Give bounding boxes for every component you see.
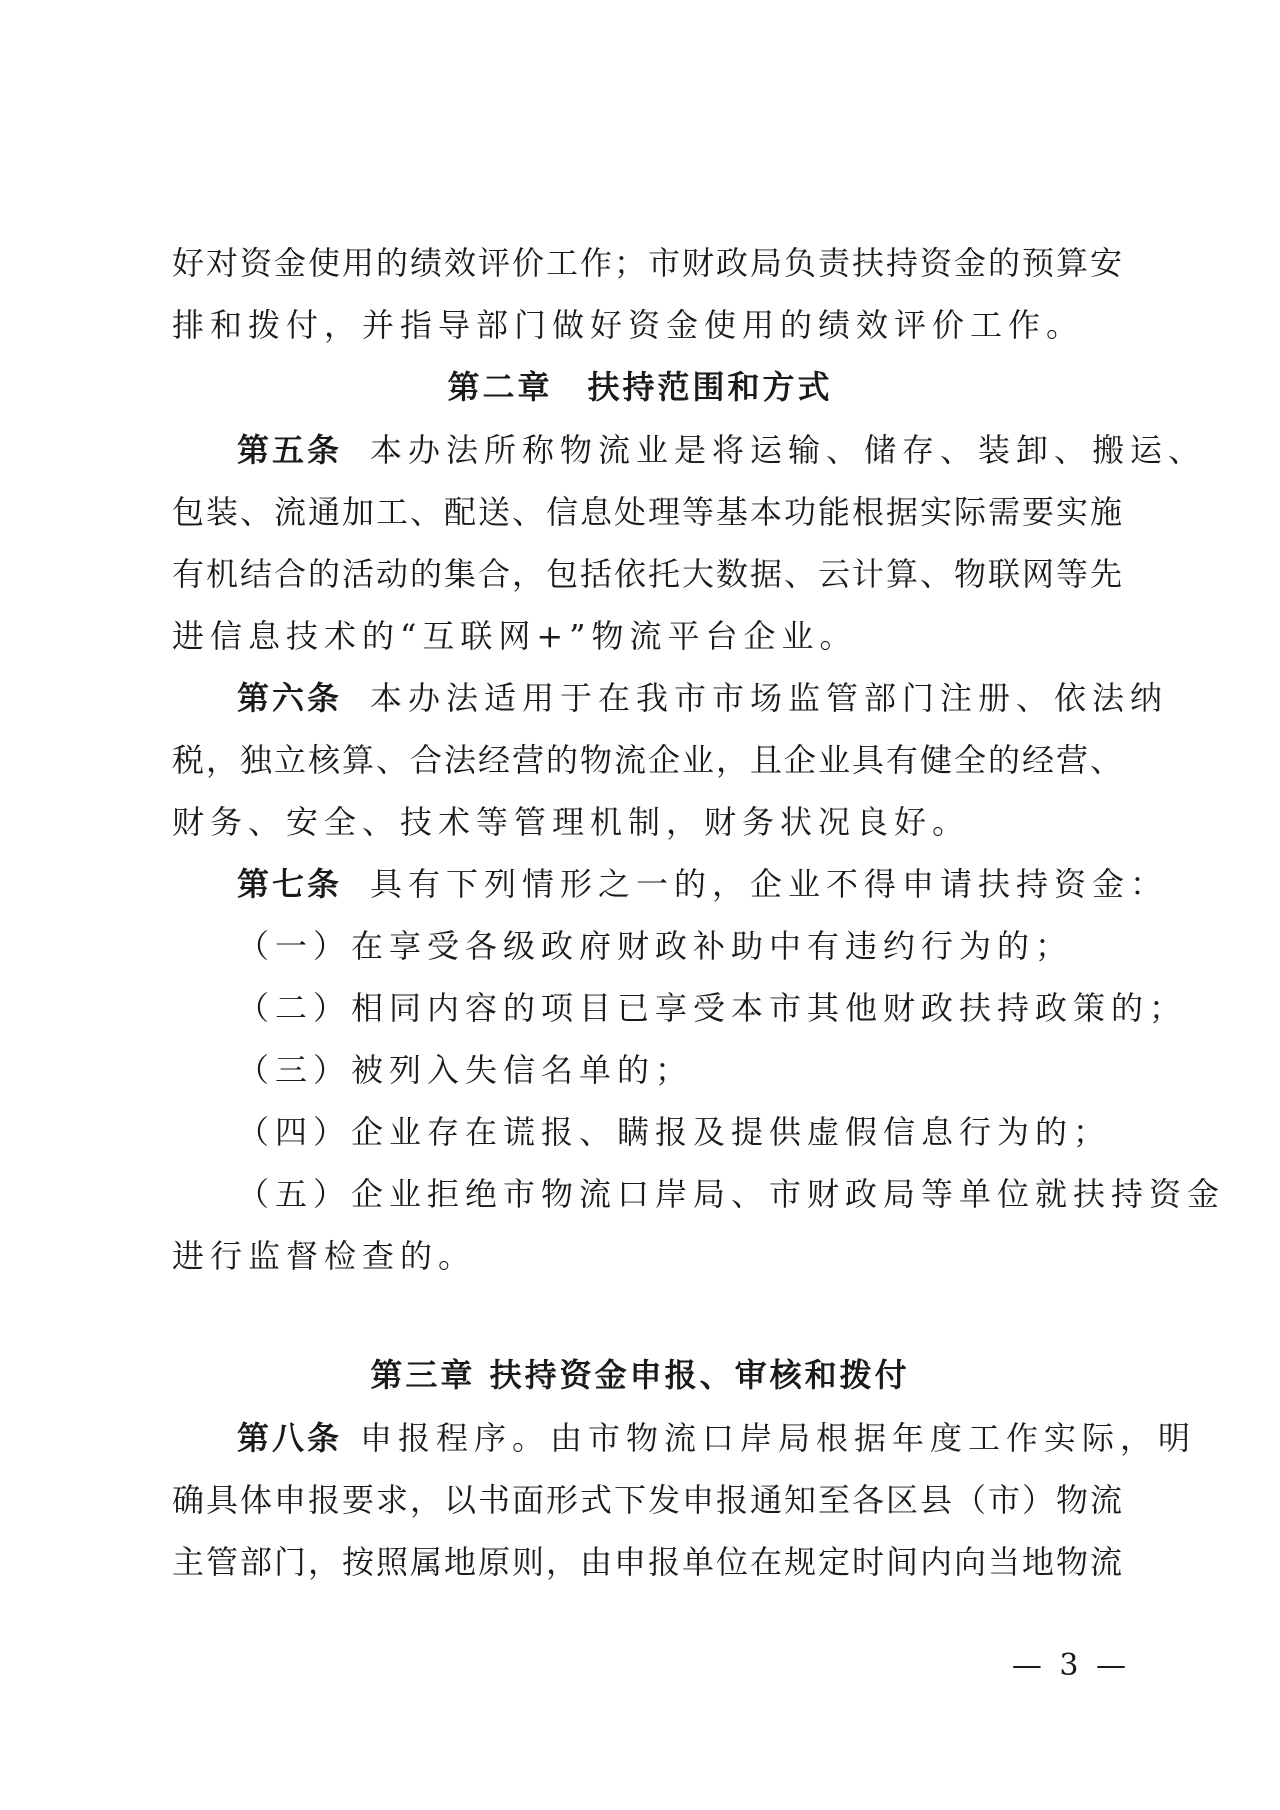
paragraph-line: 主管部门，按照属地原则，由申报单位在规定时间内向当地物流 xyxy=(172,1543,1122,1581)
paragraph-line: 有机结合的活动的集合，包括依托大数据、云计算、物联网等先 xyxy=(172,555,1122,593)
article-label: 第八条 xyxy=(237,1419,343,1457)
chapter-heading: 第二章 扶持范围和方式 xyxy=(447,368,833,406)
article-first-line xyxy=(237,678,1169,718)
article-text: 本办法适用于在我市市场监管部门注册、依法纳 xyxy=(370,679,1169,717)
list-item: （二）相同内容的项目已享受本市其他财政扶持政策的； xyxy=(237,989,1188,1027)
article-text: 本办法所称物流业是将运输、储存、装卸、搬运、 xyxy=(370,431,1207,469)
list-item: （五）企业拒绝市物流口岸局、市财政局等单位就扶持资金 xyxy=(237,1175,1226,1213)
article-text: 具有下列情形之一的，企业不得申请扶持资金： xyxy=(370,865,1169,903)
paragraph-line: 进行监督检查的。 xyxy=(172,1237,477,1275)
paragraph-line: 好对资金使用的绩效评价工作；市财政局负责扶持资金的预算安 xyxy=(172,244,1122,282)
article-first-line xyxy=(237,1418,1197,1458)
page-number: — 3 — xyxy=(1011,1648,1130,1683)
paragraph-line: 进信息技术的“互联网+”物流平台企业。 xyxy=(172,617,858,655)
paragraph-line: 排和拨付，并指导部门做好资金使用的绩效评价工作。 xyxy=(172,306,1085,344)
article-text: 申报程序。由市物流口岸局根据年度工作实际，明 xyxy=(360,1419,1197,1457)
article-label: 第七条 xyxy=(237,865,343,903)
list-item: （一）在享受各级政府财政补助中有违约行为的； xyxy=(237,927,1074,965)
paragraph-line: 财务、安全、技术等管理机制，财务状况良好。 xyxy=(172,803,971,841)
article-first-line xyxy=(237,864,1169,904)
list-item: （三）被列入失信名单的； xyxy=(237,1051,694,1089)
article-label: 第五条 xyxy=(237,431,343,469)
paragraph-line: 税，独立核算、合法经营的物流企业，且企业具有健全的经营、 xyxy=(172,741,1122,779)
article-label: 第六条 xyxy=(237,679,343,717)
chapter-heading: 第三章 扶持资金申报、审核和拨付 xyxy=(370,1356,910,1394)
paragraph-line: 包装、流通加工、配送、信息处理等基本功能根据实际需要实施 xyxy=(172,493,1122,531)
paragraph-line: 确具体申报要求，以书面形式下发申报通知至各区县（市）物流 xyxy=(172,1481,1122,1519)
article-first-line xyxy=(237,430,1207,470)
list-item: （四）企业存在谎报、瞒报及提供虚假信息行为的； xyxy=(237,1113,1112,1151)
